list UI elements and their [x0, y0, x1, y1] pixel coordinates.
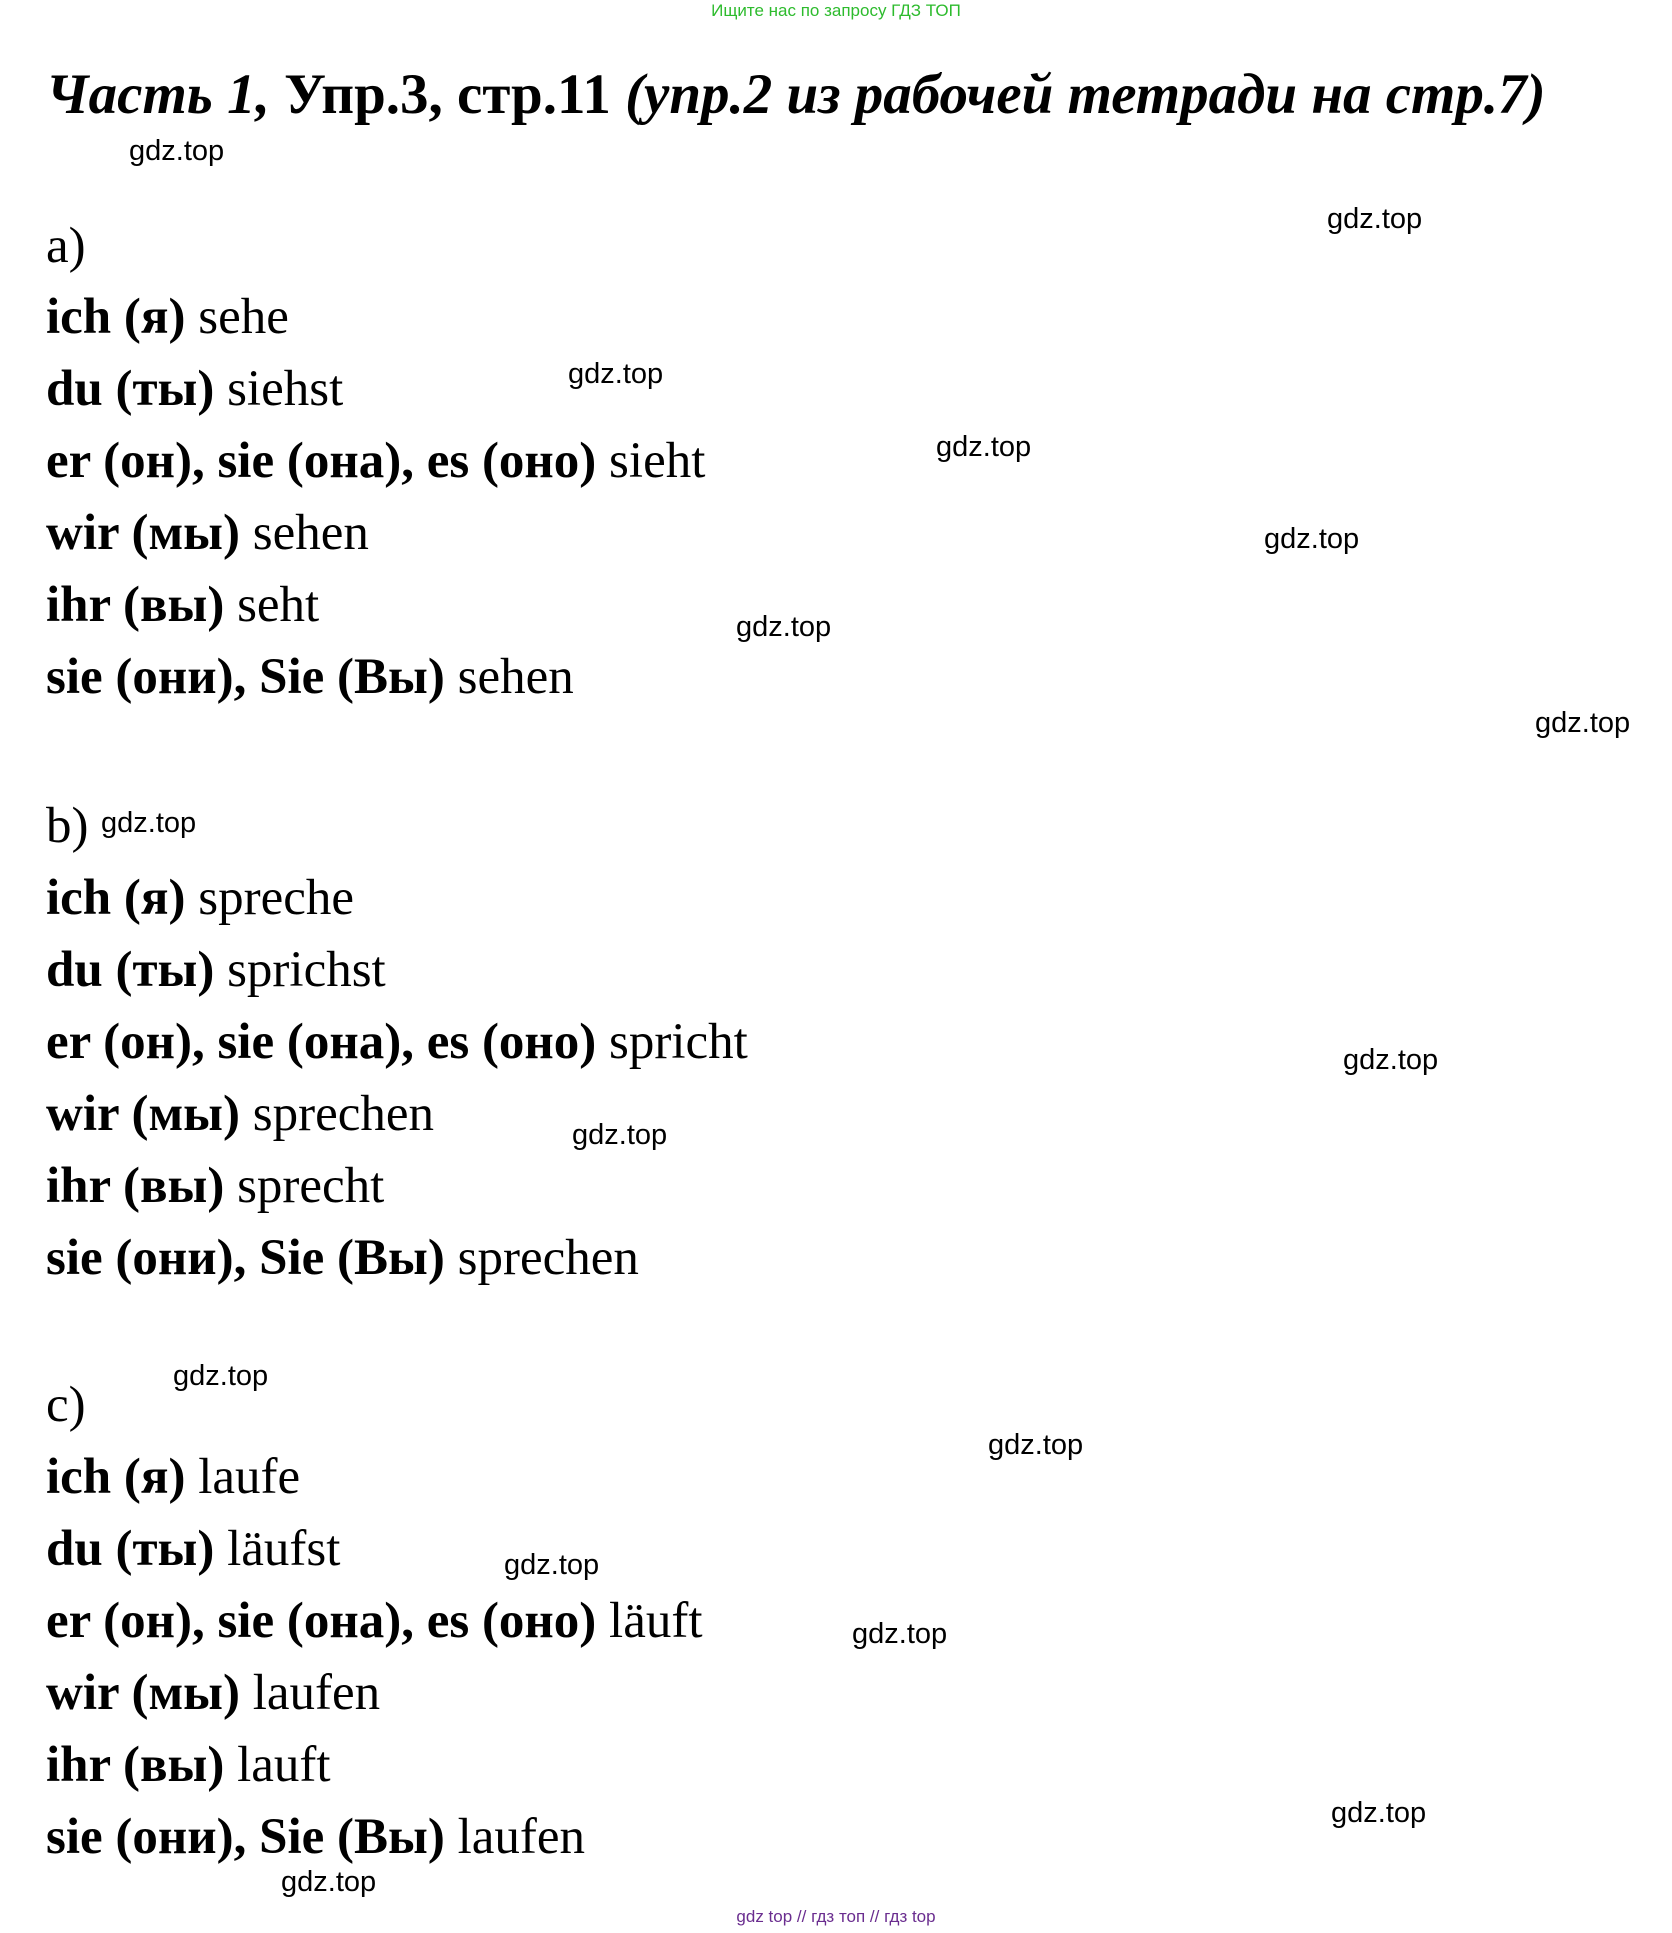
- pronoun: ich (я): [46, 289, 186, 345]
- verb-form: sehe: [198, 289, 289, 345]
- pronoun: ihr (вы): [46, 577, 225, 633]
- conjugation-row: [46, 503, 369, 563]
- watermark: gdz.top: [173, 1360, 269, 1392]
- conjugation-row: [46, 287, 289, 347]
- pronoun: ihr (вы): [46, 1737, 225, 1793]
- conjugation-row: [46, 1156, 384, 1216]
- verb-form: sprecht: [237, 1158, 385, 1214]
- verb-form: spricht: [609, 1014, 748, 1070]
- watermark: gdz.top: [1535, 707, 1631, 739]
- watermark: gdz.top: [281, 1866, 377, 1898]
- verb-form: laufen: [457, 1809, 586, 1865]
- watermark: gdz.top: [1343, 1044, 1439, 1076]
- watermark: gdz.top: [568, 358, 664, 390]
- pronoun: sie (они), Sie (Вы): [46, 649, 445, 705]
- watermark: gdz.top: [1264, 523, 1360, 555]
- watermark: gdz.top: [504, 1549, 600, 1581]
- pronoun: ich (я): [46, 870, 186, 926]
- verb-form: laufe: [198, 1449, 301, 1505]
- pronoun: du (ты): [46, 942, 215, 998]
- verb-form: seht: [237, 577, 320, 633]
- pronoun: wir (мы): [46, 1665, 240, 1721]
- verb-form: siehst: [227, 361, 344, 417]
- verb-form: sehen: [457, 649, 574, 705]
- conjugation-row: [46, 868, 354, 928]
- conjugation-row: [46, 1519, 340, 1579]
- conjugation-row: [46, 575, 319, 635]
- conjugation-row: [46, 359, 343, 419]
- watermark: gdz.top: [852, 1618, 948, 1650]
- pronoun: wir (мы): [46, 1086, 240, 1142]
- watermark: gdz.top: [129, 135, 225, 167]
- pronoun: wir (мы): [46, 505, 240, 561]
- watermark: gdz.top: [101, 807, 197, 839]
- pronoun: du (ты): [46, 1521, 215, 1577]
- title-workbook-ref: (упр.2 из рабочей тетради на стр.7): [625, 63, 1546, 126]
- conjugation-row: [46, 1591, 703, 1651]
- section-a-label: a): [46, 218, 86, 274]
- conjugation-row: [46, 1735, 331, 1795]
- pronoun: sie (они), Sie (Вы): [46, 1809, 445, 1865]
- section-c-label: c): [46, 1377, 86, 1433]
- top-search-note: Ищите нас по запросу ГДЗ ТОП: [711, 1, 961, 20]
- title-exercise-ref: Упр.3, стр.11: [269, 63, 626, 126]
- verb-form: sprechen: [252, 1086, 434, 1142]
- conjugation-row: [46, 1663, 380, 1723]
- watermark: gdz.top: [736, 611, 832, 643]
- verb-form: sehen: [252, 505, 369, 561]
- verb-form: sieht: [609, 433, 706, 489]
- pronoun: ihr (вы): [46, 1158, 225, 1214]
- verb-form: läufst: [227, 1521, 341, 1577]
- verb-form: läuft: [609, 1593, 703, 1649]
- conjugation-row: [46, 1084, 434, 1144]
- title-part-label: Часть 1,: [46, 63, 270, 126]
- section-b-label: b): [46, 798, 89, 854]
- verb-form: spreche: [198, 870, 354, 926]
- pronoun: er (он), sie (она), es (оно): [46, 1014, 597, 1070]
- pronoun: er (он), sie (она), es (оно): [46, 433, 597, 489]
- pronoun: er (он), sie (она), es (оно): [46, 1593, 597, 1649]
- conjugation-row: [46, 1807, 585, 1867]
- watermark: gdz.top: [1327, 203, 1423, 235]
- watermark: gdz.top: [572, 1119, 668, 1151]
- watermark: gdz.top: [988, 1429, 1084, 1461]
- conjugation-row: [46, 1012, 748, 1072]
- verb-form: sprichst: [227, 942, 386, 998]
- conjugation-row: [46, 1447, 300, 1507]
- verb-form: lauft: [237, 1737, 331, 1793]
- conjugation-row: [46, 647, 574, 707]
- conjugation-row: [46, 940, 386, 1000]
- verb-form: laufen: [252, 1665, 381, 1721]
- watermark: gdz.top: [936, 431, 1032, 463]
- pronoun: sie (они), Sie (Вы): [46, 1230, 445, 1286]
- verb-form: sprechen: [457, 1230, 639, 1286]
- pronoun: ich (я): [46, 1449, 186, 1505]
- pronoun: du (ты): [46, 361, 215, 417]
- conjugation-row: [46, 1228, 639, 1288]
- page-title: [46, 62, 1546, 128]
- conjugation-row: [46, 431, 705, 491]
- watermark: gdz.top: [1331, 1797, 1427, 1829]
- footer-links: gdz top // гдз топ // гдз top: [736, 1907, 936, 1926]
